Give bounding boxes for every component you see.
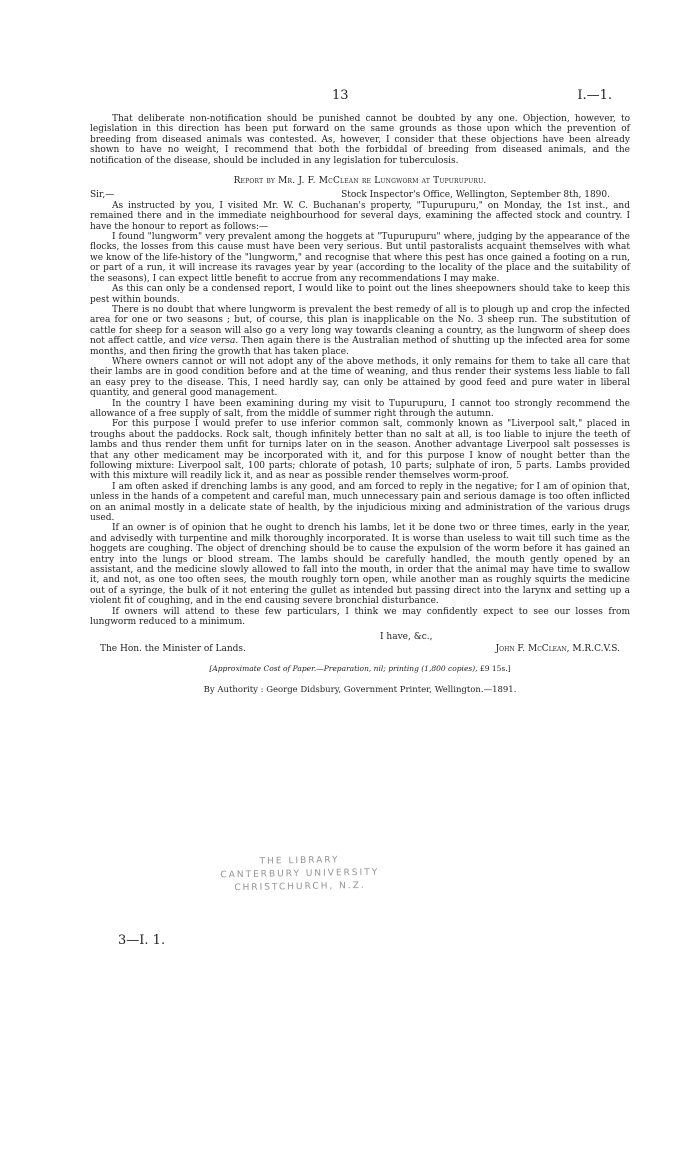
page-number: 13: [332, 88, 349, 103]
report-heading: Report by Mr. J. F. McClean re Lungworm at Tupurupuru.: [233, 176, 487, 187]
cost-note: [90, 664, 630, 674]
stamp-line: THE LIBRARY: [259, 855, 340, 867]
text-span: Then again there is the Australian method of shutting up the infected area for some months, and then firing the growth that has taken place.: [90, 336, 630, 357]
library-stamp: [199, 853, 400, 916]
paragraph: I am often asked if drenching lambs is any good, and am forced to reply in the negative; for I am of opinion that, unless in the hands of a competent and careful man, much unnecessary pain and serious damage is too often inflicted on an animal mostly in a delicate state of health, by the injudicious mixing and administration of the various drugs used.: [90, 481, 630, 524]
paragraph: In the country I have been examining during my visit to Tupurupuru, I cannot too strongly recommend the allowance of a free supply of salt, from the middle of summer right through the autumn.: [90, 398, 630, 419]
stamp-line: CANTERBURY UNIVERSITY: [220, 867, 380, 881]
paragraph: [90, 305, 630, 357]
printer-authority: By Authority : George Didsbury, Government Printer, Wellington.—1891.: [203, 684, 517, 695]
recipient: The Hon. the Minister of Lands.: [100, 643, 246, 654]
paragraph: Where owners cannot or will not adopt any of the above methods, it only remains for them to take all care that their lambs are in good condition before and at the time of weaning, and thus render their systems less liable to fall an easy prey to the disease. This, I need hardly say, can only be attained by good feed and pure water in liberal quantity, and general good management.: [90, 356, 630, 399]
stamp-line: CHRISTCHURCH, N.Z.: [234, 880, 366, 894]
signature: John F. McClean, M.R.C.V.S.: [495, 643, 620, 654]
document-body: [90, 114, 630, 695]
paragraph: If an owner is of opinion that he ought to drench his lambs, let it be done two or three times, early in the year, and advisedly with turpentine and milk thoroughly incorporated. It is worse than useless to wait till such time as the hoggets are coughing. The object of drenching should be to cause the expulsion of the worm before it has gained an entry into the lungs or blood stream. The lambs should be carefully handled, the mouth gently opened by an assistant, and the medicine slowly allowed to fall into the mouth, in order that the animal may have time to swallow it, and not, as one too often sees, the mouth roughly torn open, while another man as roughly squirts the medicine out of a syringe, the bulk of it not entering the gullet as intended but passing direct into the larynx and setting up a violent fit of coughing, and in the end causing severe bronchial disturbance.: [90, 523, 630, 607]
paragraph: If owners will attend to these few particulars, I think we may confidently expect to see our losses from lungworm reduced to a minimum.: [90, 606, 630, 628]
page-header: [0, 88, 700, 102]
paragraph: As instructed by you, I visited Mr. W. C. Buchanan's property, "Tupurupuru," on Monday, the 1st inst., and remained there and in the immediate neighbourhood for several days, examining the affected stock and country. I have the honour to report as follows:—: [90, 200, 630, 232]
signature-row: [90, 644, 630, 654]
paragraph: For this purpose I would prefer to use inferior common salt, commonly known as "Liverpool salt," placed in troughs about the paddocks. Rock salt, though infinitely better than no salt at all, is too liable to injure the teeth of lambs and thus render them unfit for turnips later on in the season. Another advantage Liverpool salt possesses is that any other medicament may be incorporated with it, and for this purpose I know of nought better than the following mixture: Liverpool salt, 100 parts; chlorate of potash, 10 parts; sulphate of iron, 5 parts. Lambs provided with this mixture will readily lick it, and as near as possible render themselves worm-proof.: [90, 419, 630, 482]
salutation-row: [90, 190, 630, 200]
footer-reference: 3—I. 1.: [118, 933, 166, 948]
italic-phrase: vice versa.: [189, 336, 239, 347]
paragraph: As this can only be a condensed report, I would like to point out the lines sheepowners should take to keep this pest within bounds.: [90, 284, 630, 305]
salutation: Sir,—: [90, 190, 115, 201]
closing: I have, &c.,: [380, 631, 433, 642]
text-span: There is no doubt that where lungworm is prevalent the best remedy of all is to plough up and crop the infected area for one or two seasons ; but, of course, this plan is inapplicable on the No. 3 sheep run. The substitution of cattle for sheep for a season will also go a very long way towards cleaning a country, as the lungworm of sheep does not affect cattle, and: [90, 304, 630, 347]
document-reference: I.—1.: [577, 88, 612, 103]
address-line: Stock Inspector's Office, Wellington, September 8th, 1890.: [341, 190, 610, 201]
cost-note-amount: £9 15s.]: [479, 664, 511, 674]
paragraph: I found "lungworm" very prevalent among the hoggets at "Tupurupuru" where, judging by the appearance of the flocks, the losses from this cause must have been very serious. But until pastoralists acquaint themselves with what we know of the life-history of the "lungworm," and recognise that where this pest has once gained a footing on a run, or part of a run, it will increase its ravages year by year (according to the locality of the place and the suitability of the seasons), I can expect little benefit to accrue from any recommendations I may make.: [90, 232, 630, 284]
paragraph-tuberculosis: That deliberate non-notification should be punished cannot be doubted by any one. Objection, however, to legislation in this direction has been put forward on the same grounds as those upon which the prevention of breeding from diseased animals was contested. As, however, I consider that these objections have been already shown to have no weight, I recommend that both the forbiddal of breeding from diseased animals, and the notification of the disease, should be included in any legislation for tuberculosis.: [90, 114, 630, 166]
cost-note-italic: [Approximate Cost of Paper.—Preparation, nil; printing (1,800 copies),: [209, 664, 480, 674]
